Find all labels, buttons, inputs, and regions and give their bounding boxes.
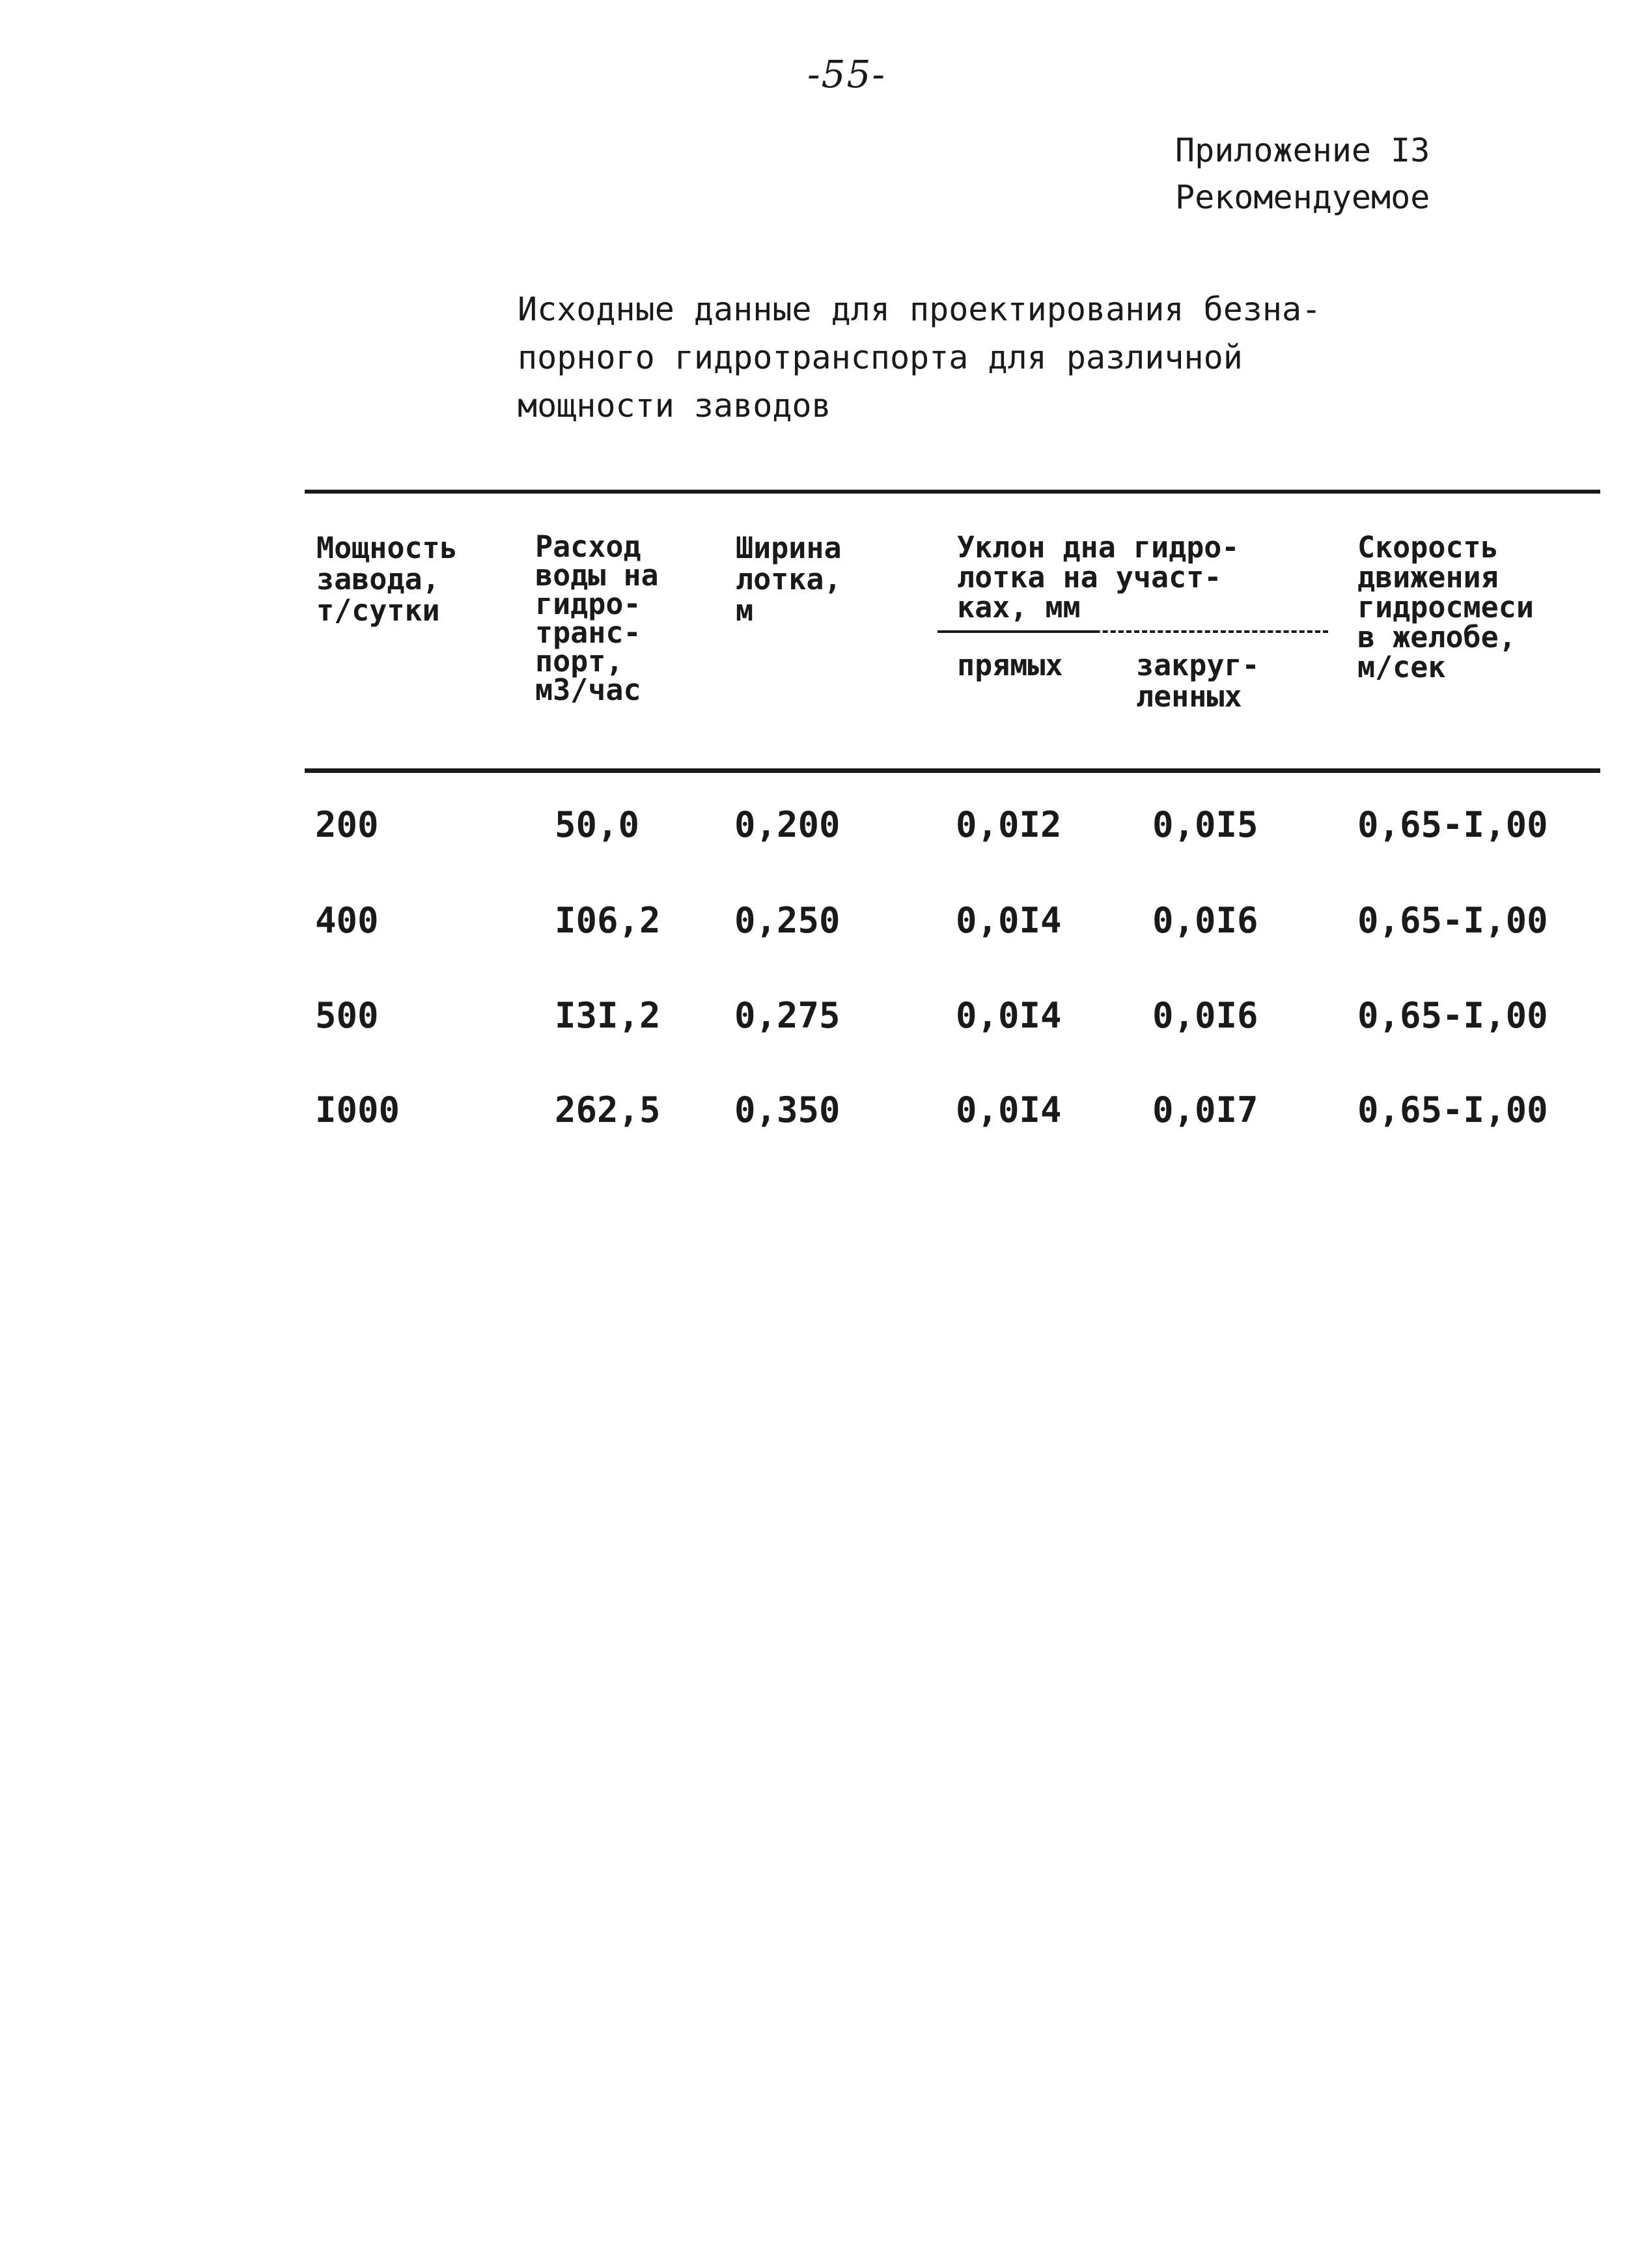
table-header-rule [305, 768, 1600, 773]
cell-width: 0,275 [734, 995, 840, 1036]
cell-velocity: 0,65-I,00 [1357, 900, 1548, 941]
cell-width: 0,200 [734, 804, 840, 845]
cell-slope-straight: 0,0I2 [956, 804, 1062, 845]
appendix-number: Приложение I3 [1175, 132, 1430, 169]
cell-width: 0,350 [734, 1089, 840, 1130]
header-slope-curved: закруг- ленных [1136, 648, 1260, 714]
header-slope-straight: прямых [957, 648, 1063, 682]
cell-flow: I3I,2 [555, 995, 661, 1036]
header-slope-group: Уклон дна гидро- лотка на участ- ках, мм [957, 530, 1240, 624]
cell-flow: I06,2 [555, 900, 661, 941]
cell-flow: 262,5 [555, 1089, 661, 1130]
caption-line: Исходные данные для проектирования безна- [518, 290, 1322, 328]
table-caption [518, 285, 1364, 430]
cell-velocity: 0,65-I,00 [1357, 1089, 1548, 1130]
cell-slope-curved: 0,0I7 [1152, 1089, 1258, 1130]
cell-width: 0,250 [734, 900, 840, 941]
caption-line: порного гидротранспорта для различной [518, 339, 1243, 376]
caption-line: мощности заводов [518, 387, 831, 425]
table-top-rule [305, 490, 1600, 494]
appendix-status: Рекомендуемое [1175, 178, 1430, 216]
header-divider [938, 630, 1328, 633]
appendix-label [1175, 127, 1430, 221]
cell-slope-straight: 0,0I4 [956, 900, 1062, 941]
cell-capacity: 500 [315, 995, 379, 1036]
cell-slope-straight: 0,0I4 [956, 1089, 1062, 1130]
header-plant-capacity: Мощность завода, т/сутки [316, 531, 458, 628]
cell-capacity: I000 [315, 1089, 400, 1130]
cell-slope-curved: 0,0I6 [1152, 900, 1258, 941]
page-number: -55- [807, 52, 886, 96]
cell-velocity: 0,65-I,00 [1357, 995, 1548, 1036]
cell-slope-straight: 0,0I4 [956, 995, 1062, 1036]
cell-slope-curved: 0,0I6 [1152, 995, 1258, 1036]
cell-capacity: 400 [315, 900, 379, 941]
cell-flow: 50,0 [555, 804, 640, 845]
cell-velocity: 0,65-I,00 [1357, 804, 1548, 845]
cell-capacity: 200 [315, 804, 379, 845]
cell-slope-curved: 0,0I5 [1152, 804, 1258, 845]
header-tray-width: Ширина лотка, м [736, 531, 842, 628]
header-water-flow: Расход воды на гидро- транс- порт, м3/час [535, 529, 659, 707]
header-velocity: Скорость движения гидросмеси в желобе, м/сек [1357, 530, 1534, 684]
